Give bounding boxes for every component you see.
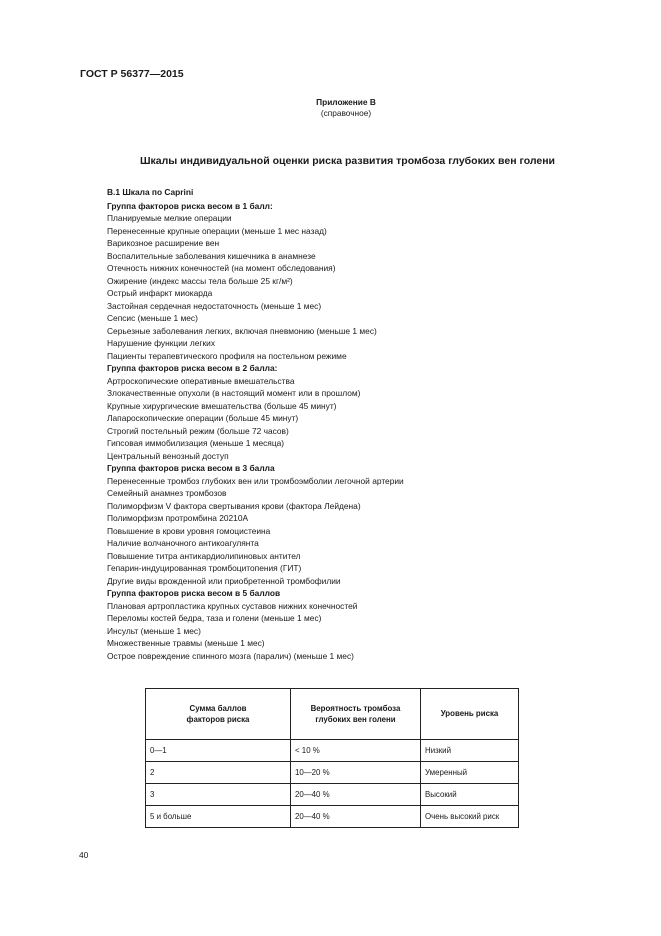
appendix-title: Приложение В xyxy=(316,97,376,107)
page-number: 40 xyxy=(79,850,89,860)
risk-factor-item: Лапароскопические операции (больше 45 минут) xyxy=(107,413,299,423)
table-row xyxy=(146,740,519,762)
risk-factor-item: Пациенты терапевтического профиля на постельном режиме xyxy=(107,350,347,361)
cell-probability: 20—40 % xyxy=(291,784,421,806)
risk-factor-item: Плановая артропластика крупных суставов нижних конечностей xyxy=(107,600,358,611)
risk-factor-item: Семейный анамнез тромбозов xyxy=(107,488,227,498)
table-row xyxy=(146,784,519,806)
risk-factor-item: Варикозное расширение вен xyxy=(107,238,220,248)
appendix-label xyxy=(296,97,396,119)
risk-factor-item: Повышение титра антикардиолипиновых антител xyxy=(107,550,301,561)
risk-table xyxy=(145,688,519,828)
risk-factor-item: Перенесенные тромбоз глубоких вен или тромбоэмболии легочной артерии xyxy=(107,475,404,486)
risk-factor-item: Крупные хирургические вмешательства (больше 45 минут) xyxy=(107,400,337,411)
risk-factor-item: Повышение в крови уровня гомоцистеина xyxy=(107,525,271,536)
risk-factor-item: Полиморфизм протромбина 20210A xyxy=(107,513,249,523)
risk-factor-item: Застойная сердечная недостаточность (меньше 1 мес) xyxy=(107,300,322,311)
risk-factor-item: Гепарин-индуцированная тромбоцитопения (ГИТ) xyxy=(107,563,302,573)
section-heading: В.1 Шкала по Caprini xyxy=(107,187,194,197)
table-row xyxy=(146,806,519,828)
risk-factor-item: Перенесенные крупные операции (меньше 1 мес назад) xyxy=(107,225,327,236)
risk-factor-item: Серьезные заболевания легких, включая пневмонию (меньше 1 мес) xyxy=(107,325,377,336)
risk-factor-item: Множественные травмы (меньше 1 мес) xyxy=(107,638,265,648)
group-heading: Группа факторов риска весом в 2 балла: xyxy=(107,363,278,373)
cell-risk-level: Очень высокий риск xyxy=(421,806,519,828)
risk-factor-item: Планируемые мелкие операции xyxy=(107,213,232,223)
group-heading: Группа факторов риска весом в 3 балла xyxy=(107,463,275,473)
risk-factor-item: Центральный венозный доступ xyxy=(107,450,229,461)
risk-factor-item: Артроскопические оперативные вмешательства xyxy=(107,375,295,386)
table-row xyxy=(146,762,519,784)
risk-factor-item: Гипсовая иммобилизация (меньше 1 месяца) xyxy=(107,438,285,448)
risk-factor-item: Острое повреждение спинного мозга (паралич) (меньше 1 мес) xyxy=(107,650,354,661)
cell-probability: 20—40 % xyxy=(291,806,421,828)
risk-factor-item: Острый инфаркт миокарда xyxy=(107,288,213,298)
group-heading: Группа факторов риска весом в 1 балл: xyxy=(107,200,273,211)
cell-risk-level: Высокий xyxy=(421,784,519,806)
cell-risk-level: Умеренный xyxy=(421,762,519,784)
column-header-probability: Вероятность тромбоза глубоких вен голени xyxy=(291,689,421,740)
risk-factor-item: Переломы костей бедра, таза и голени (меньше 1 мес) xyxy=(107,613,322,623)
risk-factor-item: Воспалительные заболевания кишечника в анамнезе xyxy=(107,250,316,261)
risk-factor-item: Отечность нижних конечностей (на момент обследования) xyxy=(107,263,336,273)
column-header-score: Сумма баллов факторов риска xyxy=(146,689,291,740)
risk-factor-item: Строгий постельный режим (больше 72 часов) xyxy=(107,425,289,436)
risk-factor-item: Наличие волчаночного антикоагулянта xyxy=(107,538,259,548)
cell-score: 0—1 xyxy=(146,740,291,762)
group-heading: Группа факторов риска весом в 5 баллов xyxy=(107,588,281,598)
table-header-row xyxy=(146,689,519,740)
cell-score: 5 и больше xyxy=(146,806,291,828)
cell-score: 2 xyxy=(146,762,291,784)
cell-probability: 10—20 % xyxy=(291,762,421,784)
risk-factor-item: Ожирение (индекс массы тела больше 25 кг/м²) xyxy=(107,275,293,286)
page-title: Шкалы индивидуальной оценки риска развития тромбоза глубоких вен голени xyxy=(139,155,556,167)
cell-score: 3 xyxy=(146,784,291,806)
appendix-note: (справочное) xyxy=(320,108,372,118)
document-body xyxy=(107,186,557,662)
risk-factor-item: Полиморфизм V фактора свертывания крови (фактора Лейдена) xyxy=(107,500,361,511)
risk-factor-item: Инсульт (меньше 1 мес) xyxy=(107,625,201,636)
risk-factor-item: Другие виды врожденной или приобретенной тромбофилии xyxy=(107,575,341,586)
risk-factor-item: Злокачественные опухоли (в настоящий момент или в прошлом) xyxy=(107,388,361,398)
document-header: ГОСТ Р 56377—2015 xyxy=(80,68,184,80)
risk-factor-item: Сепсис (меньше 1 мес) xyxy=(107,313,198,323)
column-header-risk-level: Уровень риска xyxy=(421,689,519,740)
cell-risk-level: Низкий xyxy=(421,740,519,762)
risk-factor-item: Нарушение функции легких xyxy=(107,338,216,348)
cell-probability: < 10 % xyxy=(291,740,421,762)
